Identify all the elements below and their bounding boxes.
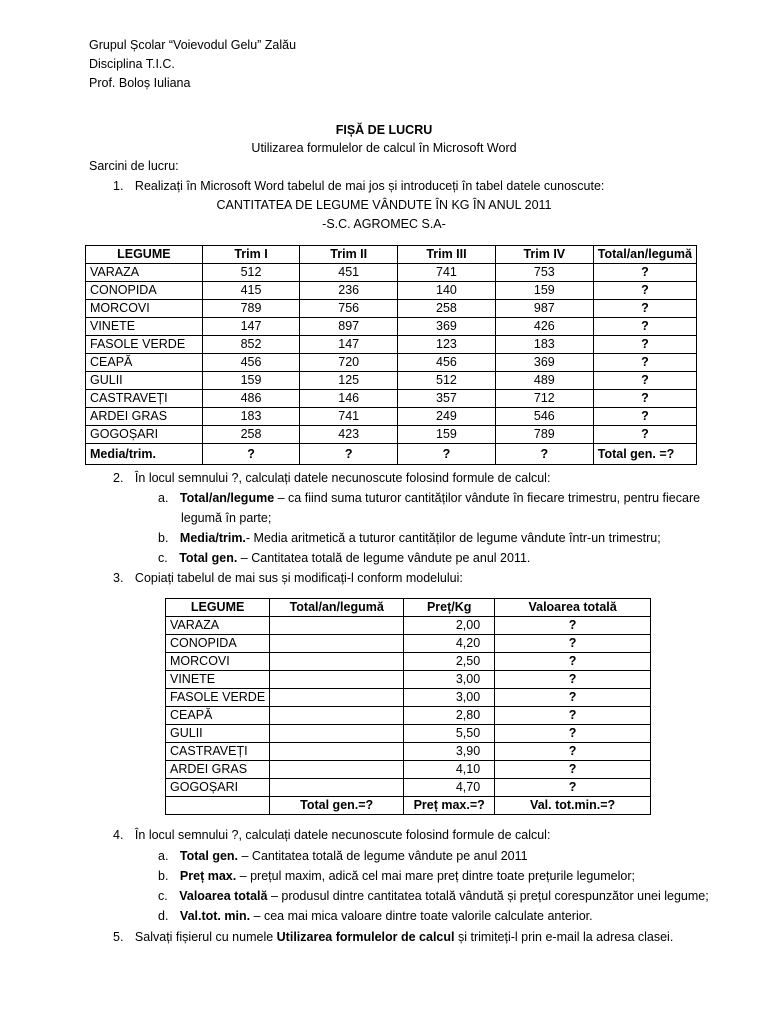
task-5 — [113, 928, 673, 947]
vegetable-name-cell: CASTRAVEȚI — [166, 743, 270, 761]
table-footer-row — [166, 797, 651, 815]
quantity-cell: 369 — [398, 318, 496, 336]
footer-cell: ? — [495, 444, 593, 465]
item-term: Preț max. — [179, 869, 237, 883]
vegetable-name-cell: GOGOȘARI — [86, 426, 203, 444]
tasks-label: Sarcini de lucru: — [89, 159, 179, 173]
task-3 — [113, 569, 463, 588]
total-cell: ? — [593, 372, 696, 390]
task-1-number: 1. — [113, 179, 124, 193]
task-2b — [158, 529, 661, 548]
item-term: Total/an/legume — [179, 491, 275, 505]
total-cell: ? — [593, 354, 696, 372]
total-cell — [270, 779, 404, 797]
total-cell: ? — [593, 426, 696, 444]
quantity-cell: 741 — [300, 408, 398, 426]
vegetable-name-cell: MORCOVI — [86, 300, 203, 318]
col-header: Valoarea totală — [495, 599, 651, 617]
total-cell — [270, 743, 404, 761]
value-cell: ? — [495, 707, 651, 725]
quantity-cell: 546 — [495, 408, 593, 426]
price-cell: 2,80 — [404, 707, 495, 725]
task-2a-cont: legumă în parte; — [181, 511, 272, 525]
vegetable-name-cell: CEAPĂ — [86, 354, 203, 372]
quantity-cell: 789 — [495, 426, 593, 444]
table-row — [166, 617, 651, 635]
table-row — [166, 671, 651, 689]
item-letter: b. — [158, 531, 169, 545]
quantity-cell: 789 — [202, 300, 300, 318]
vegetable-name-cell: CONOPIDA — [166, 635, 270, 653]
quantity-cell: 897 — [300, 318, 398, 336]
item-term: Val.tot. min. — [179, 909, 251, 923]
value-cell: ? — [495, 689, 651, 707]
task-3-number: 3. — [113, 571, 124, 585]
table-footer-row — [86, 444, 697, 465]
quantity-cell: 415 — [202, 282, 300, 300]
table-row — [86, 264, 697, 282]
task-4 — [113, 826, 550, 845]
col-header: Trim III — [398, 246, 496, 264]
document-header — [89, 36, 296, 93]
vegetable-name-cell: FASOLE VERDE — [166, 689, 270, 707]
quantity-cell: 486 — [202, 390, 300, 408]
quantity-cell: 236 — [300, 282, 398, 300]
task-2 — [113, 469, 550, 488]
quantity-cell: 357 — [398, 390, 496, 408]
item-term: Valoarea totală — [179, 889, 268, 903]
item-letter: b. — [158, 869, 169, 883]
vegetable-name-cell: GOGOȘARI — [166, 779, 270, 797]
table-row — [86, 372, 697, 390]
quantity-cell: 720 — [300, 354, 398, 372]
price-cell: 4,70 — [404, 779, 495, 797]
vegetable-name-cell: VINETE — [166, 671, 270, 689]
table-row — [86, 300, 697, 318]
table-row — [166, 707, 651, 725]
total-cell: ? — [593, 318, 696, 336]
quantity-cell: 159 — [495, 282, 593, 300]
task-1 — [113, 177, 604, 196]
vegetable-name-cell: FASOLE VERDE — [86, 336, 203, 354]
quantity-cell: 258 — [398, 300, 496, 318]
footer-cell: ? — [398, 444, 496, 465]
quantity-cell: 249 — [398, 408, 496, 426]
table-header-row — [86, 246, 697, 264]
table-row — [166, 653, 651, 671]
quantity-cell: 512 — [202, 264, 300, 282]
item-text: – produsul dintre cantitatea totală vândută și prețul corespunzător unei legume; — [267, 889, 709, 903]
price-cell: 3,90 — [404, 743, 495, 761]
col-header: Trim I — [202, 246, 300, 264]
price-cell: 4,20 — [404, 635, 495, 653]
item-text: – Cantitatea totală de legume vândute pe anul 2011 — [238, 849, 528, 863]
quantity-cell: 159 — [398, 426, 496, 444]
vegetable-name-cell: VINETE — [86, 318, 203, 336]
quantity-cell: 123 — [398, 336, 496, 354]
vegetable-name-cell: VARAZA — [86, 264, 203, 282]
quantity-cell: 147 — [202, 318, 300, 336]
item-text: - Media aritmetică a tuturor cantităților de legume vândute într-un trimestru; — [245, 531, 661, 545]
table-row — [86, 282, 697, 300]
quantity-cell: 712 — [495, 390, 593, 408]
total-cell: ? — [593, 282, 696, 300]
value-cell: ? — [495, 653, 651, 671]
price-cell: 2,00 — [404, 617, 495, 635]
total-cell: ? — [593, 390, 696, 408]
item-text: – ca fiind suma tuturor cantităților vândute în fiecare trimestru, pentru fiecare — [274, 491, 701, 505]
vegetable-name-cell: GULII — [86, 372, 203, 390]
task-4b — [158, 867, 635, 886]
quantity-cell: 125 — [300, 372, 398, 390]
vegetable-name-cell: GULII — [166, 725, 270, 743]
footer-cell: Total gen.=? — [270, 797, 404, 815]
sales-table — [85, 245, 697, 465]
col-header: Total/an/legumă — [593, 246, 696, 264]
total-cell — [270, 725, 404, 743]
task-2a — [158, 489, 700, 508]
footer-cell — [166, 797, 270, 815]
task-4-number: 4. — [113, 828, 124, 842]
vegetable-name-cell: ARDEI GRAS — [86, 408, 203, 426]
price-cell: 2,50 — [404, 653, 495, 671]
total-cell — [270, 653, 404, 671]
table-row — [166, 635, 651, 653]
footer-cell: ? — [202, 444, 300, 465]
value-cell: ? — [495, 635, 651, 653]
task-2-text: În locul semnului ?, calculați datele necunoscute folosind formule de calcul: — [134, 471, 551, 485]
table-header-row — [166, 599, 651, 617]
table-row — [86, 318, 697, 336]
vegetable-name-cell: CONOPIDA — [86, 282, 203, 300]
value-cell: ? — [495, 779, 651, 797]
quantity-cell: 512 — [398, 372, 496, 390]
value-cell: ? — [495, 617, 651, 635]
total-cell — [270, 671, 404, 689]
vegetable-name-cell: ARDEI GRAS — [166, 761, 270, 779]
total-cell: ? — [593, 264, 696, 282]
vegetable-name-cell: MORCOVI — [166, 653, 270, 671]
item-term: Media/trim. — [179, 531, 246, 545]
price-cell: 5,50 — [404, 725, 495, 743]
price-table — [165, 598, 651, 815]
total-cell — [270, 635, 404, 653]
table1-title: CANTITATEA DE LEGUME VÂNDUTE ÎN KG ÎN ANUL 2011 — [216, 198, 552, 212]
vegetable-name-cell: CASTRAVEȚI — [86, 390, 203, 408]
item-letter: a. — [158, 849, 169, 863]
table-row — [86, 336, 697, 354]
quantity-cell: 741 — [398, 264, 496, 282]
item-term: Total gen. — [179, 551, 238, 565]
quantity-cell: 146 — [300, 390, 398, 408]
price-cell: 4,10 — [404, 761, 495, 779]
quantity-cell: 456 — [202, 354, 300, 372]
footer-cell: ? — [300, 444, 398, 465]
footer-cell: Media/trim. — [86, 444, 203, 465]
task-5-pre: Salvați fișierul cu numele — [134, 930, 277, 944]
task-2c — [158, 549, 530, 568]
school-name: Grupul Școlar “Voievodul Gelu” Zalău — [89, 38, 297, 52]
value-cell: ? — [495, 743, 651, 761]
footer-cell: Val. tot.min.=? — [495, 797, 651, 815]
vegetable-name-cell: CEAPĂ — [166, 707, 270, 725]
quantity-cell: 753 — [495, 264, 593, 282]
total-cell: ? — [593, 300, 696, 318]
quantity-cell: 159 — [202, 372, 300, 390]
task-4-text: În locul semnului ?, calculați datele necunoscute folosind formule de calcul: — [134, 828, 551, 842]
task-1-text: Realizați în Microsoft Word tabelul de mai jos și introduceți în tabel datele cunoscute: — [134, 179, 605, 193]
task-4a — [158, 847, 528, 866]
quantity-cell: 183 — [202, 408, 300, 426]
task-2-number: 2. — [113, 471, 124, 485]
task-4d — [158, 907, 593, 926]
task-5-number: 5. — [113, 930, 124, 944]
table-row — [166, 761, 651, 779]
footer-cell: Preț max.=? — [404, 797, 495, 815]
quantity-cell: 456 — [398, 354, 496, 372]
item-text: – cea mai mica valoare dintre toate valorile calculate anterior. — [250, 909, 593, 923]
col-header: Trim IV — [495, 246, 593, 264]
value-cell: ? — [495, 761, 651, 779]
item-term: Total gen. — [179, 849, 239, 863]
quantity-cell: 183 — [495, 336, 593, 354]
quantity-cell: 258 — [202, 426, 300, 444]
table1-company: -S.C. AGROMEC S.A- — [322, 217, 446, 231]
footer-cell: Total gen. =? — [593, 444, 696, 465]
quantity-cell: 147 — [300, 336, 398, 354]
value-cell: ? — [495, 671, 651, 689]
item-letter: d. — [158, 909, 169, 923]
table-row — [166, 725, 651, 743]
task-3-text: Copiați tabelul de mai sus și modificați-l conform modelului: — [134, 571, 463, 585]
price-cell: 3,00 — [404, 689, 495, 707]
col-header: Preț/Kg — [404, 599, 495, 617]
total-cell — [270, 689, 404, 707]
total-cell: ? — [593, 408, 696, 426]
item-letter: c. — [158, 889, 168, 903]
item-text: – prețul maxim, adică cel mai mare preț dintre toate prețurile legumelor; — [236, 869, 635, 883]
quantity-cell: 489 — [495, 372, 593, 390]
total-cell — [270, 617, 404, 635]
quantity-cell: 756 — [300, 300, 398, 318]
total-cell: ? — [593, 336, 696, 354]
col-header: Total/an/legumă — [270, 599, 404, 617]
document-subtitle: Utilizarea formulelor de calcul în Microsoft Word — [251, 141, 517, 155]
quantity-cell: 987 — [495, 300, 593, 318]
task-5-post: și trimiteți-l prin e-mail la adresa clasei. — [454, 930, 674, 944]
table-row — [86, 426, 697, 444]
quantity-cell: 451 — [300, 264, 398, 282]
item-letter: a. — [158, 491, 169, 505]
table-row — [166, 743, 651, 761]
vegetable-name-cell: VARAZA — [166, 617, 270, 635]
quantity-cell: 369 — [495, 354, 593, 372]
item-text: – Cantitatea totală de legume vândute pe anul 2011. — [237, 551, 531, 565]
table-row — [166, 689, 651, 707]
item-letter: c. — [158, 551, 168, 565]
table-row — [86, 354, 697, 372]
quantity-cell: 423 — [300, 426, 398, 444]
table-row — [86, 408, 697, 426]
quantity-cell: 852 — [202, 336, 300, 354]
document-title: FIȘĂ DE LUCRU — [335, 123, 433, 137]
teacher-name: Prof. Boloș Iuliana — [89, 76, 191, 90]
discipline: Disciplina T.I.C. — [89, 57, 175, 71]
task-4c — [158, 887, 709, 906]
col-header: LEGUME — [166, 599, 270, 617]
quantity-cell: 426 — [495, 318, 593, 336]
total-cell — [270, 707, 404, 725]
price-cell: 3,00 — [404, 671, 495, 689]
col-header: Trim II — [300, 246, 398, 264]
table-row — [166, 779, 651, 797]
col-header: LEGUME — [86, 246, 203, 264]
value-cell: ? — [495, 725, 651, 743]
total-cell — [270, 761, 404, 779]
task-5-filename: Utilizarea formulelor de calcul — [276, 930, 455, 944]
quantity-cell: 140 — [398, 282, 496, 300]
table-row — [86, 390, 697, 408]
